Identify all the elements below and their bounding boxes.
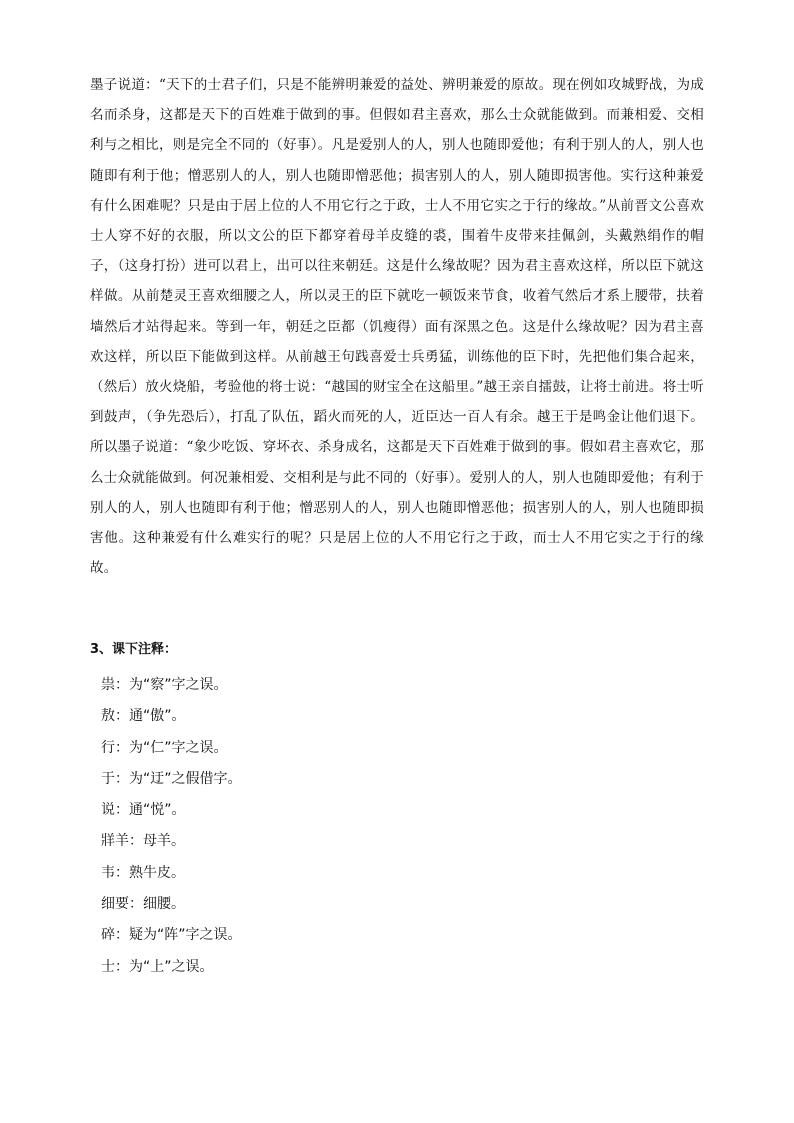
note-item: 行：为“仁”字之误。 — [101, 739, 228, 756]
note-item: 碎：疑为“阵”字之误。 — [101, 927, 242, 944]
note-item: 说：通“悦”。 — [101, 802, 186, 819]
translation-paragraph: 墨子说道：“天下的士君子们，只是不能辨明兼爱的益处、辨明兼爱的原故。现在例如攻城野战，为成名而杀身，这都是天下的百姓难于做到的事。但假如君主喜欢，那么士众就能做到。而兼相爱、交相利与之相比，则是完全不同的（好事）。凡是爱别人的人，别人也随即爱他；有利于别人的人，别人也随即有利于他；憎恶别人的人，别人也随即憎恶他；损害别人的人，别人随即损害他。实行这种兼爱有什么困难呢？只是由于居上位的人不用它行之于政，士人不用它实之于行的缘故。”从前晋文公喜欢士人穿不好的衣服，所以文公的臣下都穿着母羊皮缝的裘，围着牛皮带来挂佩剑，头戴熟绢作的帽子，（这身打扮）进可以君上，出可以往来朝廷。这是什么缘故呢？因为君主喜欢这样，所以臣下就这样做。从前楚灵王喜欢细腰之人，所以灵王的臣下就吃一顿饭来节食，收着气然后才系上腰带，扶着墙然后才站得起来。等到一年，朝廷之臣都（饥瘦得）面有深黑之色。这是什么缘故呢？因为君主喜欢这样，所以臣下能做到这样。从前越王句践喜爱士兵勇猛，训练他的臣下时，先把他们集合起来，（然后）放火烧船，考验他的将士说：“越国的财宝全在这船里。”越王亲自擂鼓，让将士前进。将士听到鼓声，（争先恐后），打乱了队伍，蹈火而死的人，近臣达一百人有余。越王于是鸣金让他们退下。所以墨子说道：“象少吃饭、穿坏衣、杀身成名，这都是天下百姓难于做到的事。假如君主喜欢它，那么士众就能做到。何况兼相爱、交相利是与此不同的（好事）。爱别人的人，别人也随即爱他；有利于别人的人，别人也随即有利于他；憎恶别人的人，别人也随即憎恶他；损害别人的人，别人也随即损害他。这种兼爱有什么难实行的呢？只是居上位的人不用它行之于政，而士人不用它实之于行的缘故。 — [90, 77, 704, 577]
notes-heading: 3、课下注释： — [90, 642, 178, 657]
note-item: 于：为“迂”之假借字。 — [101, 770, 242, 787]
note-item: 祟：为“察”字之误。 — [101, 677, 228, 693]
note-item: 细要：细腰。 — [101, 896, 185, 913]
note-item: 士：为“上”之误。 — [101, 958, 214, 975]
note-item: 韦：熟牛皮。 — [101, 864, 185, 881]
note-item: 敖：通“傲”。 — [101, 708, 186, 725]
note-item: 牂羊：母羊。 — [101, 833, 185, 850]
notes-list — [101, 670, 242, 983]
